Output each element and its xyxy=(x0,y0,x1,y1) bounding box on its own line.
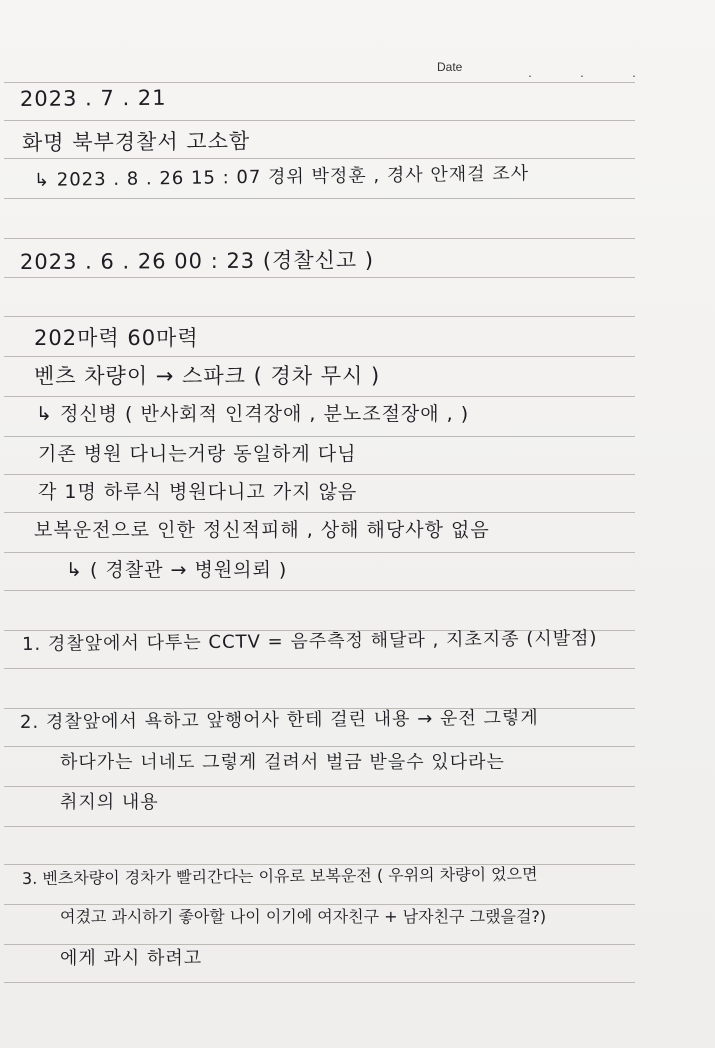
ruled-line xyxy=(4,590,635,591)
handwritten-line: 각 1명 하루식 병원다니고 가지 않음 xyxy=(38,481,358,503)
date-label: Date xyxy=(437,60,463,74)
handwritten-line: 취지의 내용 xyxy=(60,792,159,813)
page-header xyxy=(0,56,715,80)
date-dot: . xyxy=(580,64,584,80)
handwritten-line: ↳ 2023 . 8 . 26 15 : 07 경위 박정훈 , 경사 안재걸 조사 xyxy=(33,163,530,191)
handwritten-line: 에게 과시 하려고 xyxy=(60,948,203,969)
ruled-line xyxy=(4,786,635,787)
handwritten-line: 202마력 60마력 xyxy=(34,326,199,350)
handwritten-line: 2023 . 7 . 21 xyxy=(19,85,167,111)
ruled-line xyxy=(4,436,635,437)
handwritten-line: ↳ 정신병 ( 반사회적 인격장애 , 분노조절장애 , ) xyxy=(36,403,470,425)
handwritten-line: ↳ ( 경찰관 → 병원의뢰 ) xyxy=(66,559,288,581)
ruled-line xyxy=(4,356,635,357)
ruled-line xyxy=(4,512,635,513)
ruled-line xyxy=(4,277,635,278)
handwritten-line: 1. 경찰앞에서 다투는 CCTV = 음주측정 해달라 , 지초지종 (시발점) xyxy=(21,627,598,655)
ruled-line xyxy=(4,316,635,317)
ruled-line xyxy=(4,158,635,159)
ruled-line xyxy=(4,746,635,747)
handwritten-line: 하다가는 너네도 그렇게 걸려서 벌금 받을수 있다라는 xyxy=(60,752,505,773)
handwritten-line: 벤츠 차량이 → 스파크 ( 경차 무시 ) xyxy=(34,364,381,388)
ruled-line xyxy=(4,238,635,239)
ruled-line xyxy=(4,82,635,83)
ruled-line xyxy=(4,396,635,397)
handwritten-line: 기존 병원 다니는거랑 동일하게 다님 xyxy=(38,443,357,465)
handwritten-line: 2. 경찰앞에서 욕하고 앞행어사 한테 걸린 내용 → 운전 그렇게 xyxy=(19,707,539,733)
ruled-line xyxy=(4,552,635,553)
ruled-line xyxy=(4,198,635,199)
ruled-line xyxy=(4,826,635,827)
handwritten-line: 여겼고 과시하기 좋아할 나이 이기에 여자친구 + 남자친구 그랬을걸?) xyxy=(60,907,547,926)
date-dot: . xyxy=(528,64,532,80)
handwritten-line: 2023 . 6 . 26 00 : 23 (경찰신고 ) xyxy=(19,248,375,274)
ruled-line xyxy=(4,120,635,121)
ruled-line xyxy=(4,668,635,669)
handwritten-line: 화명 북부경찰서 고소함 xyxy=(21,129,251,155)
ruled-line xyxy=(4,474,635,475)
handwritten-line: 보복운전으로 인한 정신적피해 , 상해 해당사항 없음 xyxy=(34,519,490,541)
handwritten-line: 3. 벤츠차량이 경차가 빨리간다는 이유로 보복운전 ( 우위의 차량이 었으면 xyxy=(21,864,538,888)
date-dot: . xyxy=(632,64,636,80)
ruled-line xyxy=(4,982,635,983)
